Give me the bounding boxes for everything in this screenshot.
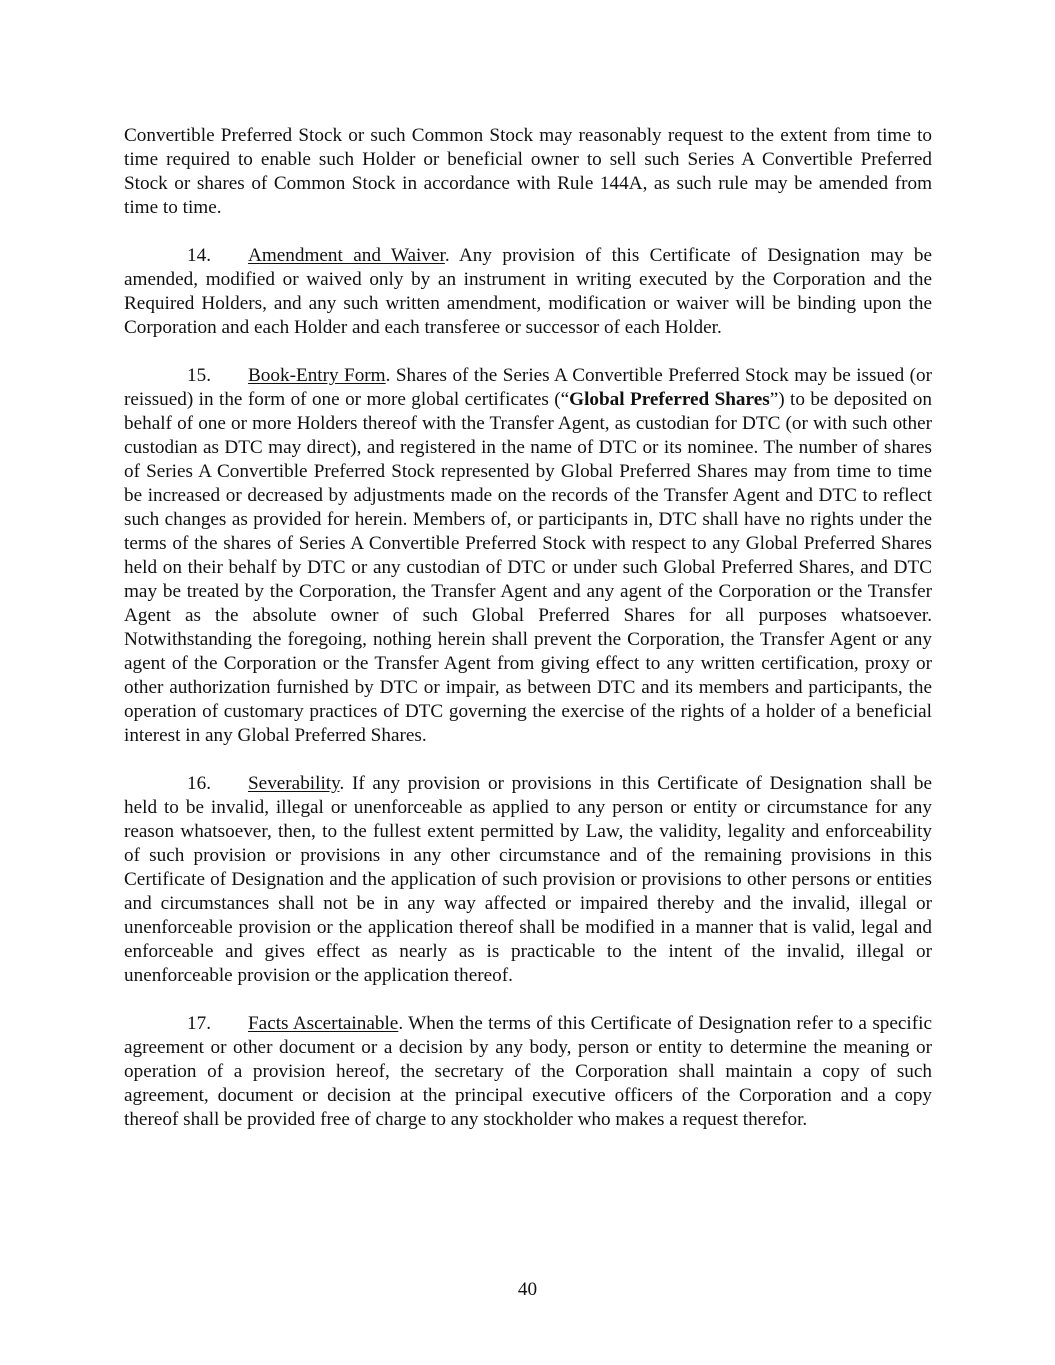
section-body-end: ”) to be deposited on behalf of one or more Holders thereof with the Transfer Agent, as custodian for DTC (or with such other custodian as DTC may direct), and registered in the name of DTC or its nominee. The number of shares of Series A Convertible Preferred Stock represented by Global Preferred Shares may from time to time be increased or decreased by adjustments made on the records of the Transfer Agent and DTC to reflect such changes as provided for herein. Members of, or participants in, DTC shall have no rights under the terms of the shares of Series A Convertible Preferred Stock with respect to any Global Preferred Shares held on their behalf by DTC or any custodian of DTC or under such Global Preferred Shares, and DTC may be treated by the Corporation, the Transfer Agent and any agent of the Corporation or the Transfer Agent as the absolute owner of such Global Preferred Shares for all purposes whatsoever. Notwithstanding the foregoing, nothing herein shall prevent the Corporation, the Transfer Agent or any agent of the Corporation or the Transfer Agent from giving effect to any written certification, proxy or other authorization furnished by DTC or impair, as between DTC and its members and participants, the operation of customary practices of DTC governing the exercise of the rights of a holder of a beneficial interest in any Global Preferred Shares.	[124, 389, 932, 746]
section-body: . If any provision or provisions in this Certificate of Designation shall be held to be invalid, illegal or unenforceable as applied to any person or entity or circumstance for any reason whatsoever, then, to the fullest extent permitted by Law, the validity, legality and enforceability of such provision or provisions in any other circumstance and of the remaining provisions in this Certificate of Designation and the application of such provision or provisions to other persons or entities and circumstances shall not be in any way affected or impaired thereby and the invalid, illegal or unenforceable provision or the application thereof shall be modified in a manner that is valid, legal and enforceable and gives effect as nearly as is practicable to the intent of the invalid, illegal or unenforceable provision or the application thereof.	[124, 773, 932, 986]
section-14	[124, 244, 932, 340]
section-number: 16.	[187, 773, 211, 794]
section-15	[124, 364, 932, 748]
section-16	[124, 772, 932, 988]
section-heading: Facts Ascertainable	[248, 1013, 399, 1034]
section-body-start: . Shares of the Series A Convertible Preferred Stock may be issued (or reissued) in the form of one or more global certificates (“	[124, 365, 932, 410]
section-body: . Any provision of this Certificate of Designation may be amended, modified or waived only by an instrument in writing executed by the Corporation and the Required Holders, and any such written amendment, modification or waiver will be binding upon the Corporation and each Holder and each transferee or successor of each Holder.	[124, 245, 932, 338]
continuation-paragraph: Convertible Preferred Stock or such Common Stock may reasonably request to the extent from time to time required to enable such Holder or beneficial owner to sell such Series A Convertible Preferred Stock or shares of Common Stock in accordance with Rule 144A, as such rule may be amended from time to time.	[124, 125, 932, 218]
section-heading: Amendment and Waiver	[248, 245, 445, 266]
section-number: 17.	[187, 1013, 211, 1034]
section-heading: Severability	[248, 773, 340, 794]
document-page	[124, 124, 932, 1156]
section-17	[124, 1012, 932, 1132]
section-number: 14.	[187, 245, 211, 266]
section-number: 15.	[187, 365, 211, 386]
section-body: . When the terms of this Certificate of Designation refer to a specific agreement or other document or a decision by any body, person or entity to determine the meaning or operation of a provision hereof, the secretary of the Corporation shall maintain a copy of such agreement, document or decision at the principal executive officers of the Corporation and a copy thereof shall be provided free of charge to any stockholder who makes a request therefor.	[124, 1013, 932, 1130]
section-heading: Book-Entry Form	[248, 365, 386, 386]
defined-term: Global Preferred Shares	[569, 389, 770, 410]
page-number: 40	[517, 1279, 538, 1300]
